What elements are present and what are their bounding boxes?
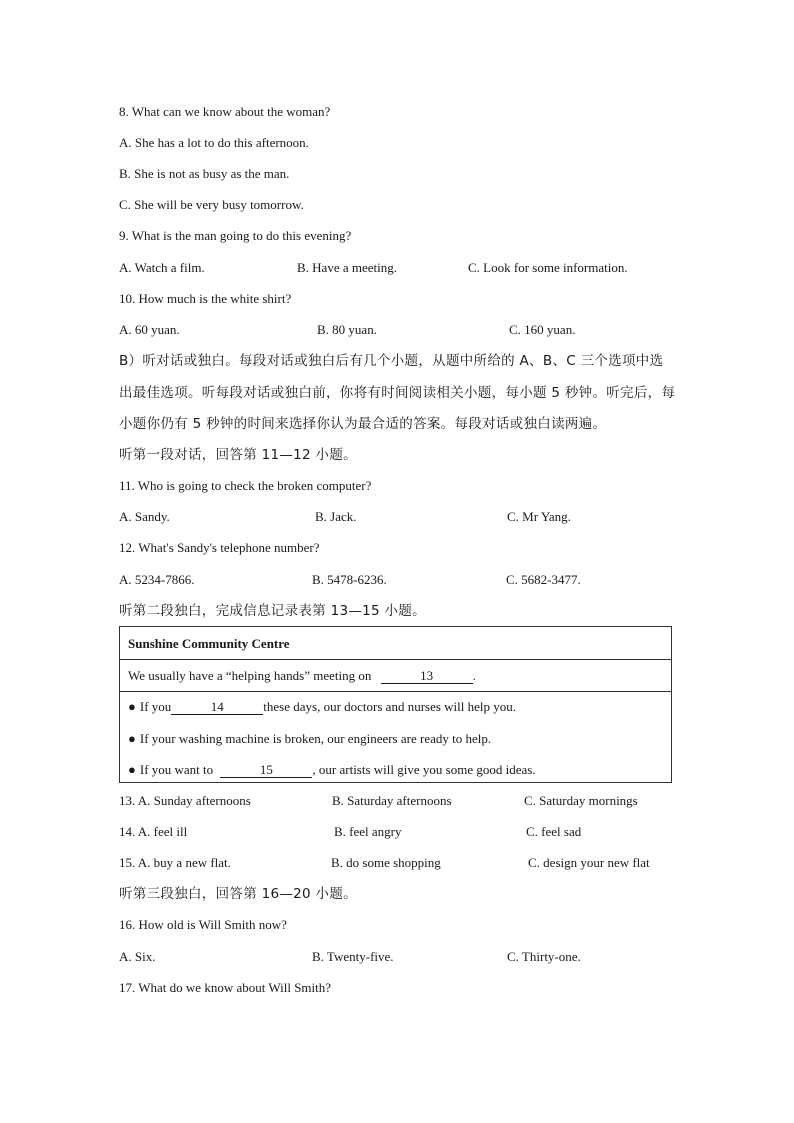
question-8-stem: 8. What can we know about the woman?	[119, 104, 331, 119]
question-9-option-c: C. Look for some information.	[468, 260, 628, 275]
table-meeting-row	[120, 659, 671, 692]
question-15-option-c: C. design your new flat	[528, 855, 650, 870]
item-1-prefix: If you	[139, 699, 172, 714]
question-13-option-c: C. Saturday mornings	[524, 793, 638, 808]
item-3-suffix: , our artists will give you some good ideas.	[312, 762, 536, 777]
blank-13: 13	[381, 669, 473, 684]
table-title-row	[120, 627, 671, 660]
part-2-heading: 听第二段独白，完成信息记录表第 13—15 小题。	[119, 603, 426, 619]
question-9-stem: 9. What is the man going to do this evening?	[119, 228, 352, 243]
blank-15: 15	[220, 763, 312, 778]
question-10-option-a: A. 60 yuan.	[119, 322, 180, 337]
info-record-table	[119, 626, 672, 783]
question-13-option-a: 13. A. Sunday afternoons	[119, 793, 251, 808]
question-12-stem: 12. What's Sandy's telephone number?	[119, 540, 320, 555]
question-12-option-a: A. 5234-7866.	[119, 572, 195, 587]
question-8-option-a: A. She has a lot to do this afternoon.	[119, 135, 309, 150]
question-16-option-a: A. Six.	[119, 949, 156, 964]
question-14-option-a: 14. A. feel ill	[119, 824, 188, 839]
bullet-icon: ●	[128, 762, 136, 777]
table-item-3	[128, 762, 536, 778]
question-11-option-b: B. Jack.	[315, 509, 357, 524]
question-11-stem: 11. Who is going to check the broken computer?	[119, 478, 372, 493]
question-12-option-b: B. 5478-6236.	[312, 572, 387, 587]
bullet-icon: ●	[128, 699, 136, 714]
question-15-option-a: 15. A. buy a new flat.	[119, 855, 231, 870]
bullet-icon: ●	[128, 731, 136, 746]
part-3-heading: 听第三段独白，回答第 16—20 小题。	[119, 886, 357, 902]
item-1-suffix: these days, our doctors and nurses will help you.	[263, 699, 517, 714]
question-8-option-b: B. She is not as busy as the man.	[119, 166, 290, 181]
question-11-option-a: A. Sandy.	[119, 509, 170, 524]
meeting-sentence	[128, 668, 476, 684]
question-11-option-c: C. Mr Yang.	[507, 509, 571, 524]
question-13-option-b: B. Saturday afternoons	[332, 793, 452, 808]
question-12-option-c: C. 5682-3477.	[506, 572, 581, 587]
question-10-option-c: C. 160 yuan.	[509, 322, 576, 337]
section-b-instructions-line-1: B）听对话或独白。每段对话或独白后有几个小题，从题中所给的 A、B、C 三个选项中选	[119, 353, 664, 369]
question-8-option-c: C. She will be very busy tomorrow.	[119, 197, 304, 212]
table-title: Sunshine Community Centre	[128, 636, 290, 651]
question-10-option-b: B. 80 yuan.	[317, 322, 377, 337]
question-16-option-c: C. Thirty-one.	[507, 949, 581, 964]
question-15-option-b: B. do some shopping	[331, 855, 441, 870]
question-9-option-a: A. Watch a film.	[119, 260, 205, 275]
meeting-suffix: .	[472, 668, 476, 683]
part-1-heading: 听第一段对话，回答第 11—12 小题。	[119, 447, 357, 463]
table-item-2	[128, 731, 491, 747]
item-2-text: If your washing machine is broken, our engineers are ready to help.	[139, 731, 492, 746]
question-9-option-b: B. Have a meeting.	[297, 260, 397, 275]
section-b-instructions-line-2: 出最佳选项。听每段对话或独白前，你将有时间阅读相关小题，每小题 5 秒钟。听完后，每	[119, 385, 676, 401]
item-3-prefix: If you want to	[139, 762, 214, 777]
meeting-prefix: We usually have a “helping hands” meeting on	[128, 668, 372, 683]
question-17-stem: 17. What do we know about Will Smith?	[119, 980, 332, 995]
table-item-1	[128, 699, 516, 715]
section-b-instructions-line-3: 小题你仍有 5 秒钟的时间来选择你认为最合适的答案。每段对话或独白读两遍。	[119, 416, 607, 432]
question-14-option-c: C. feel sad	[526, 824, 582, 839]
question-16-stem: 16. How old is Will Smith now?	[119, 917, 287, 932]
question-10-stem: 10. How much is the white shirt?	[119, 291, 292, 306]
question-14-option-b: B. feel angry	[334, 824, 402, 839]
blank-14: 14	[171, 700, 263, 715]
question-16-option-b: B. Twenty-five.	[312, 949, 394, 964]
